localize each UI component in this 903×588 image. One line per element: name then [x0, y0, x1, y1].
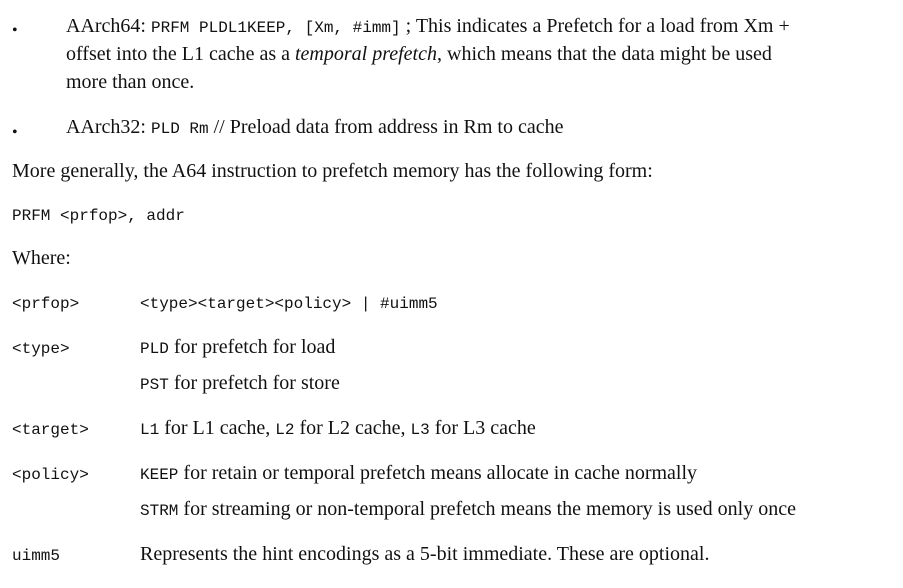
def-prfop: <type><target><policy> | #uimm5: [140, 295, 438, 313]
def-target-l2: for L2 cache,: [294, 417, 411, 439]
def-target-l1: for L1 cache,: [159, 417, 276, 439]
def-policy-keep-text: for retain or temporal prefetch means allocate in cache normally: [178, 462, 698, 484]
aarch64-desc: ; This indicates a Prefetch for a load from Xm +: [400, 15, 790, 37]
code-pld: PLD: [140, 340, 169, 358]
def-target-l3: for L3 cache: [429, 417, 536, 439]
aarch32-code: PLD Rm: [150, 120, 209, 138]
aarch64-code: PRFM PLDL1KEEP, [Xm, #imm]: [150, 19, 401, 37]
def-type-pst-text: for prefetch for store: [168, 372, 340, 394]
intro-paragraph: More generally, the A64 instruction to prefetch memory has the following form:: [12, 160, 653, 182]
def-policy-strm-text: for streaming or non-temporal prefetch means the memory is used only once: [178, 498, 796, 520]
term-uimm5: uimm5: [12, 547, 61, 565]
def-policy-keep: [140, 462, 697, 485]
term-prfop: <prfop>: [12, 295, 80, 313]
aarch64-desc-2a: offset into the L1 cache as a: [66, 43, 295, 65]
bullet-marker: •: [12, 22, 18, 39]
term-type: <type>: [12, 340, 70, 358]
aarch64-line-1: [66, 15, 790, 38]
aarch64-label: AArch64:: [66, 15, 151, 37]
where-label: Where:: [12, 247, 71, 269]
def-uimm5: Represents the hint encodings as a 5-bit immediate. These are optional.: [140, 543, 710, 565]
term-policy: <policy>: [12, 466, 89, 484]
def-type-pld-text: for prefetch for load: [168, 336, 336, 358]
code-l1: L1: [140, 421, 160, 439]
def-type-pld: [140, 336, 335, 359]
aarch64-desc-2b: , which means that the data might be used: [437, 43, 772, 65]
syntax-line: PRFM <prfop>, addr: [12, 207, 185, 225]
aarch32-desc: // Preload data from address in Rm to cache: [208, 116, 564, 138]
code-l2: L2: [275, 421, 295, 439]
temporal-prefetch-term: temporal prefetch: [294, 43, 437, 65]
code-keep: KEEP: [140, 466, 179, 484]
term-target: <target>: [12, 421, 89, 439]
def-policy-strm: [140, 498, 796, 521]
bullet-marker: •: [12, 124, 18, 141]
aarch32-line: [66, 116, 564, 139]
code-pst: PST: [140, 376, 169, 394]
aarch64-line-3: more than once.: [66, 71, 195, 93]
aarch32-label: AArch32:: [66, 116, 151, 138]
def-target: [140, 417, 536, 440]
def-type-pst: [140, 372, 340, 395]
code-strm: STRM: [140, 502, 179, 520]
aarch64-line-2: [66, 43, 772, 66]
code-l3: L3: [410, 421, 430, 439]
